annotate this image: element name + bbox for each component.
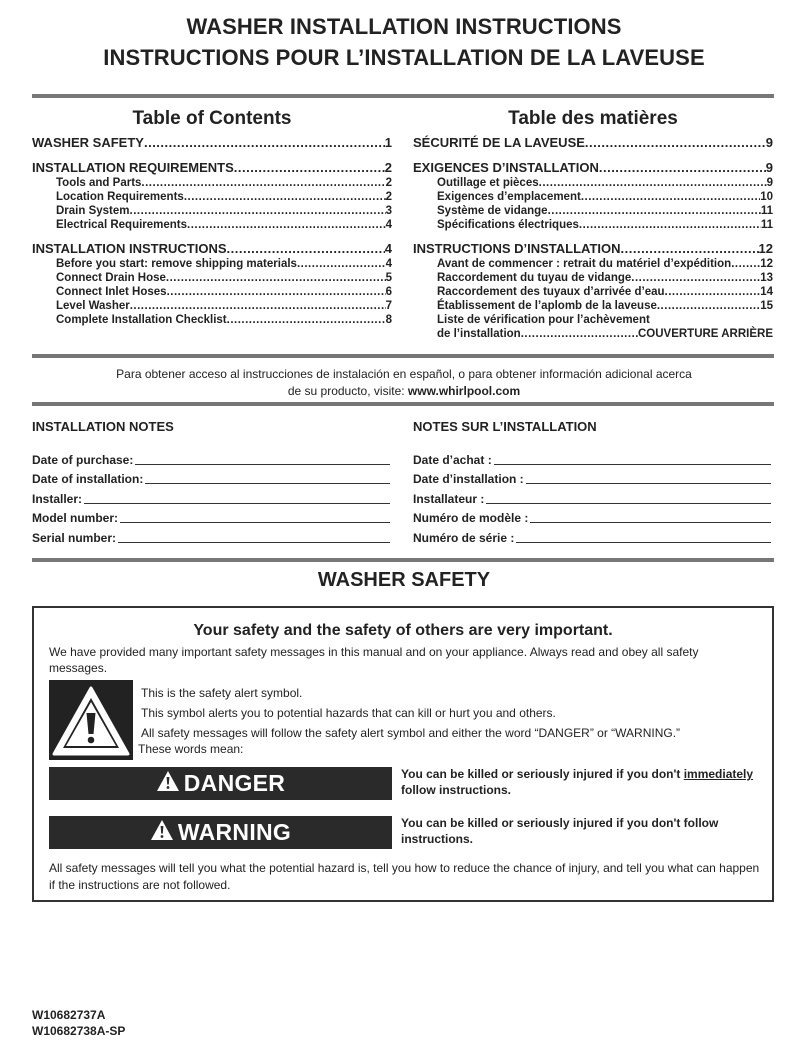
safety-intro: We have provided many important safety messages in this manual and on your appliance. Always read and obey all safety messages.: [49, 645, 699, 675]
toc-subentry[interactable]: [413, 284, 773, 298]
toc-subentry[interactable]: [413, 326, 773, 340]
note-field-label: Numéro de série :: [413, 530, 515, 545]
toc-entry-page: 9: [765, 160, 773, 175]
blank-line[interactable]: [118, 531, 390, 543]
alert-line: This symbol alerts you to potential hazards that can kill or hurt you and others.: [141, 706, 556, 720]
toc-entry[interactable]: [413, 136, 773, 150]
toc-subentry-line[interactable]: [413, 312, 773, 326]
note-field-label: Date of installation:: [32, 472, 144, 486]
toc-subentry[interactable]: [32, 175, 392, 189]
leader-dots: [621, 241, 759, 256]
leader-dots: [581, 191, 760, 203]
leader-dots: [227, 314, 386, 326]
toc-entry-page: 10: [760, 191, 773, 203]
blank-line[interactable]: [120, 511, 390, 523]
toc-entry-page: 6: [385, 286, 392, 298]
notes-heading: NOTES SUR L’INSTALLATION: [413, 419, 597, 434]
toc-entry-page: 2: [384, 160, 392, 175]
alert-triangle-icon: [150, 819, 174, 847]
leader-dots: [657, 300, 760, 312]
leader-dots: [548, 205, 761, 217]
note-field-label: Installer:: [32, 491, 83, 506]
leader-dots: [187, 219, 386, 231]
intro-rule: [32, 402, 774, 406]
toc-entry-page: 12: [760, 258, 773, 270]
notes-rule: [32, 558, 774, 562]
toc-entry-label: Avant de commencer : retrait du matériel d’expédition: [437, 258, 732, 270]
toc-entry-page: 2: [385, 191, 392, 203]
toc-entry-page: 5: [385, 272, 392, 284]
title-english: WASHER INSTALLATION INSTRUCTIONS: [186, 14, 622, 39]
toc-entry-label: Before you start: remove shipping materials: [56, 258, 297, 270]
spanish-intro: [0, 366, 808, 400]
note-field-label: Model number:: [32, 511, 118, 525]
blank-line[interactable]: [135, 453, 390, 465]
toc-entry-label: INSTALLATION INSTRUCTIONS: [32, 241, 227, 256]
toc-subentry[interactable]: [413, 270, 773, 284]
note-field[interactable]: [32, 467, 390, 487]
toc-subentry[interactable]: [413, 175, 773, 189]
toc-entry-page: 13: [760, 272, 773, 284]
note-field[interactable]: [32, 447, 390, 467]
toc-subentry[interactable]: [413, 203, 773, 217]
toc-entry-page: 4: [385, 219, 392, 231]
toc-entry-label: Raccordement du tuyau de vidange: [437, 272, 632, 284]
leader-dots: [631, 272, 760, 284]
toc-entry[interactable]: [413, 161, 773, 175]
leader-dots: [167, 286, 386, 298]
leader-dots: [665, 286, 761, 298]
danger-text: You can be killed or seriously injured if you don't: [401, 767, 684, 781]
website-link[interactable]: www.whirlpool.com: [407, 384, 521, 398]
toc-subentry[interactable]: [32, 256, 392, 270]
blank-line[interactable]: [494, 453, 771, 465]
installation-notes-french: [413, 419, 771, 545]
toc-entry[interactable]: [32, 136, 392, 150]
toc-entry-page: 4: [384, 241, 392, 256]
toc-entry-label: Liste de vérification pour l’achèvement: [437, 314, 650, 326]
toc-entry-label: Level Washer: [56, 300, 130, 312]
blank-line[interactable]: [526, 472, 771, 484]
danger-emphasis: immediately: [683, 767, 754, 781]
toc-entry-label: Location Requirements: [56, 191, 184, 203]
warning-description: You can be killed or seriously injured if you don't follow instructions.: [401, 816, 719, 846]
toc-entry-page: 15: [760, 300, 773, 312]
danger-label: DANGER: [183, 770, 286, 796]
toc-entry-page: 1: [384, 135, 392, 150]
leader-dots: [585, 135, 766, 150]
toc-entry[interactable]: [413, 242, 773, 256]
leader-dots: [579, 219, 761, 231]
alert-line: This is the safety alert symbol.: [141, 686, 303, 700]
toc-entry-label: INSTRUCTIONS D’INSTALLATION: [413, 241, 621, 256]
leader-dots: [731, 258, 760, 270]
leader-dots: [297, 258, 386, 270]
washer-safety-title: WASHER SAFETY: [317, 569, 491, 591]
note-field[interactable]: [32, 486, 390, 506]
toc-entry-page: 12: [758, 241, 773, 256]
toc-subentry[interactable]: [413, 189, 773, 203]
toc-rule: [32, 354, 774, 358]
leader-dots: [141, 177, 385, 189]
toc-subentry[interactable]: [32, 284, 392, 298]
note-field[interactable]: [413, 467, 771, 487]
note-field[interactable]: [32, 506, 390, 526]
header-rule: [32, 94, 774, 98]
note-field-label: Serial number:: [32, 530, 117, 545]
toc-entry-label: SÉCURITÉ DE LA LAVEUSE: [413, 135, 585, 150]
toc-entry-page: 14: [760, 286, 773, 298]
toc-entry-label: Établissement de l’aplomb de la laveuse: [437, 300, 657, 312]
note-field[interactable]: [413, 525, 771, 545]
leader-dots: [227, 241, 385, 256]
toc-entry-label: de l’installation: [437, 328, 521, 340]
document-number: W10682737A: [32, 1008, 106, 1022]
toc-subentry[interactable]: [32, 203, 392, 217]
toc-subentry[interactable]: [413, 256, 773, 270]
alert-line: All safety messages will follow the safety alert symbol and either the word “DANGER” or “WARNING.”: [141, 726, 681, 740]
note-field[interactable]: [413, 506, 771, 526]
safety-box: [32, 606, 774, 902]
leader-dots: [166, 272, 386, 284]
toc-entry-label: EXIGENCES D’INSTALLATION: [413, 160, 599, 175]
toc-entry-page: 7: [385, 300, 392, 312]
toc-french: [413, 108, 773, 340]
toc-entry-page: 9: [765, 135, 773, 150]
intro-line: Para obtener acceso al instrucciones de instalación en español, o para obtener información adicional acerca: [116, 367, 692, 381]
toc-entry-page: 9: [766, 177, 773, 189]
installation-notes-english: [32, 419, 390, 545]
toc-entry-label: Electrical Requirements: [56, 219, 188, 231]
alert-line: These words mean:: [138, 742, 244, 756]
note-field[interactable]: [413, 486, 771, 506]
intro-line: [0, 383, 808, 400]
intro-prefix: de su producto, visite:: [287, 384, 408, 398]
toc-entry-page: 11: [760, 219, 773, 231]
note-field[interactable]: [413, 447, 771, 467]
note-field-label: Date d’achat :: [413, 452, 492, 467]
toc-heading: Table of Contents: [132, 108, 292, 129]
toc-subentry[interactable]: [413, 298, 773, 312]
document-number-spanish: W10682738A-SP: [32, 1024, 126, 1038]
toc-entry-label: WASHER SAFETY: [32, 135, 144, 150]
danger-description: [401, 766, 771, 798]
blank-line[interactable]: [84, 492, 390, 504]
safety-box-heading: Your safety and the safety of others are very important.: [193, 622, 613, 639]
toc-entry-label: Connect Drain Hose: [56, 272, 166, 284]
toc-english: [32, 108, 392, 326]
leader-dots: [599, 160, 766, 175]
toc-entry-page: 2: [385, 177, 392, 189]
toc-subentry[interactable]: [32, 217, 392, 231]
toc-subentry[interactable]: [413, 217, 773, 231]
blank-line[interactable]: [145, 472, 390, 484]
toc-subentry[interactable]: [32, 312, 392, 326]
toc-entry-label: Raccordement des tuyaux d’arrivée d’eau: [437, 286, 665, 298]
note-field-label: Date d’installation :: [413, 472, 524, 486]
toc-subentry[interactable]: [32, 189, 392, 203]
safety-footer: All safety messages will tell you what the potential hazard is, tell you how to reduce the chance of injury, and tell you what can happen if the instructions are not followed.: [49, 861, 760, 892]
toc-entry-label: Spécifications électriques: [437, 219, 579, 231]
toc-subentry[interactable]: [32, 270, 392, 284]
toc-entry-label: Connect Inlet Hoses: [56, 286, 167, 298]
toc-entry-page: 4: [385, 258, 392, 270]
note-field-label: Numéro de modèle :: [413, 511, 529, 525]
toc-entry[interactable]: [32, 242, 392, 256]
note-field[interactable]: [32, 525, 390, 545]
leader-dots: [130, 300, 386, 312]
toc-entry-page: COUVERTURE ARRIÈRE: [637, 328, 773, 340]
toc-entry[interactable]: [32, 161, 392, 175]
safety-alert-triangle-icon: [49, 680, 133, 760]
toc-heading: Table des matières: [508, 108, 678, 129]
warning-label: WARNING: [177, 819, 292, 845]
blank-line[interactable]: [516, 531, 771, 543]
danger-signal-bar: [49, 767, 392, 800]
blank-line[interactable]: [530, 511, 771, 523]
leader-dots: [130, 205, 386, 217]
blank-line[interactable]: [486, 492, 771, 504]
toc-entry-label: Système de vidange: [437, 205, 548, 217]
toc-entry-label: Tools and Parts: [56, 177, 142, 189]
alert-triangle-icon: [156, 770, 180, 798]
leader-dots: [539, 177, 767, 189]
danger-text-end: follow instructions.: [401, 783, 511, 797]
notes-heading: INSTALLATION NOTES: [32, 419, 174, 434]
toc-entry-page: 3: [385, 205, 392, 217]
leader-dots: [521, 328, 638, 340]
toc-entry-label: Exigences d’emplacement: [437, 191, 581, 203]
note-field-label: Installateur :: [413, 491, 485, 506]
toc-entry-label: Outillage et pièces: [437, 177, 539, 189]
toc-entry-page: 11: [760, 205, 773, 217]
title-french: INSTRUCTIONS POUR L’INSTALLATION DE LA LAVEUSE: [103, 45, 705, 70]
leader-dots: [144, 135, 385, 150]
toc-entry-page: 8: [385, 314, 392, 326]
leader-dots: [234, 160, 385, 175]
toc-subentry[interactable]: [32, 298, 392, 312]
toc-entry-label: INSTALLATION REQUIREMENTS: [32, 160, 234, 175]
toc-entry-label: Complete Installation Checklist: [56, 314, 227, 326]
note-field-label: Date of purchase:: [32, 452, 134, 467]
warning-signal-bar: [49, 816, 392, 849]
toc-entry-label: Drain System: [56, 205, 130, 217]
leader-dots: [184, 191, 386, 203]
